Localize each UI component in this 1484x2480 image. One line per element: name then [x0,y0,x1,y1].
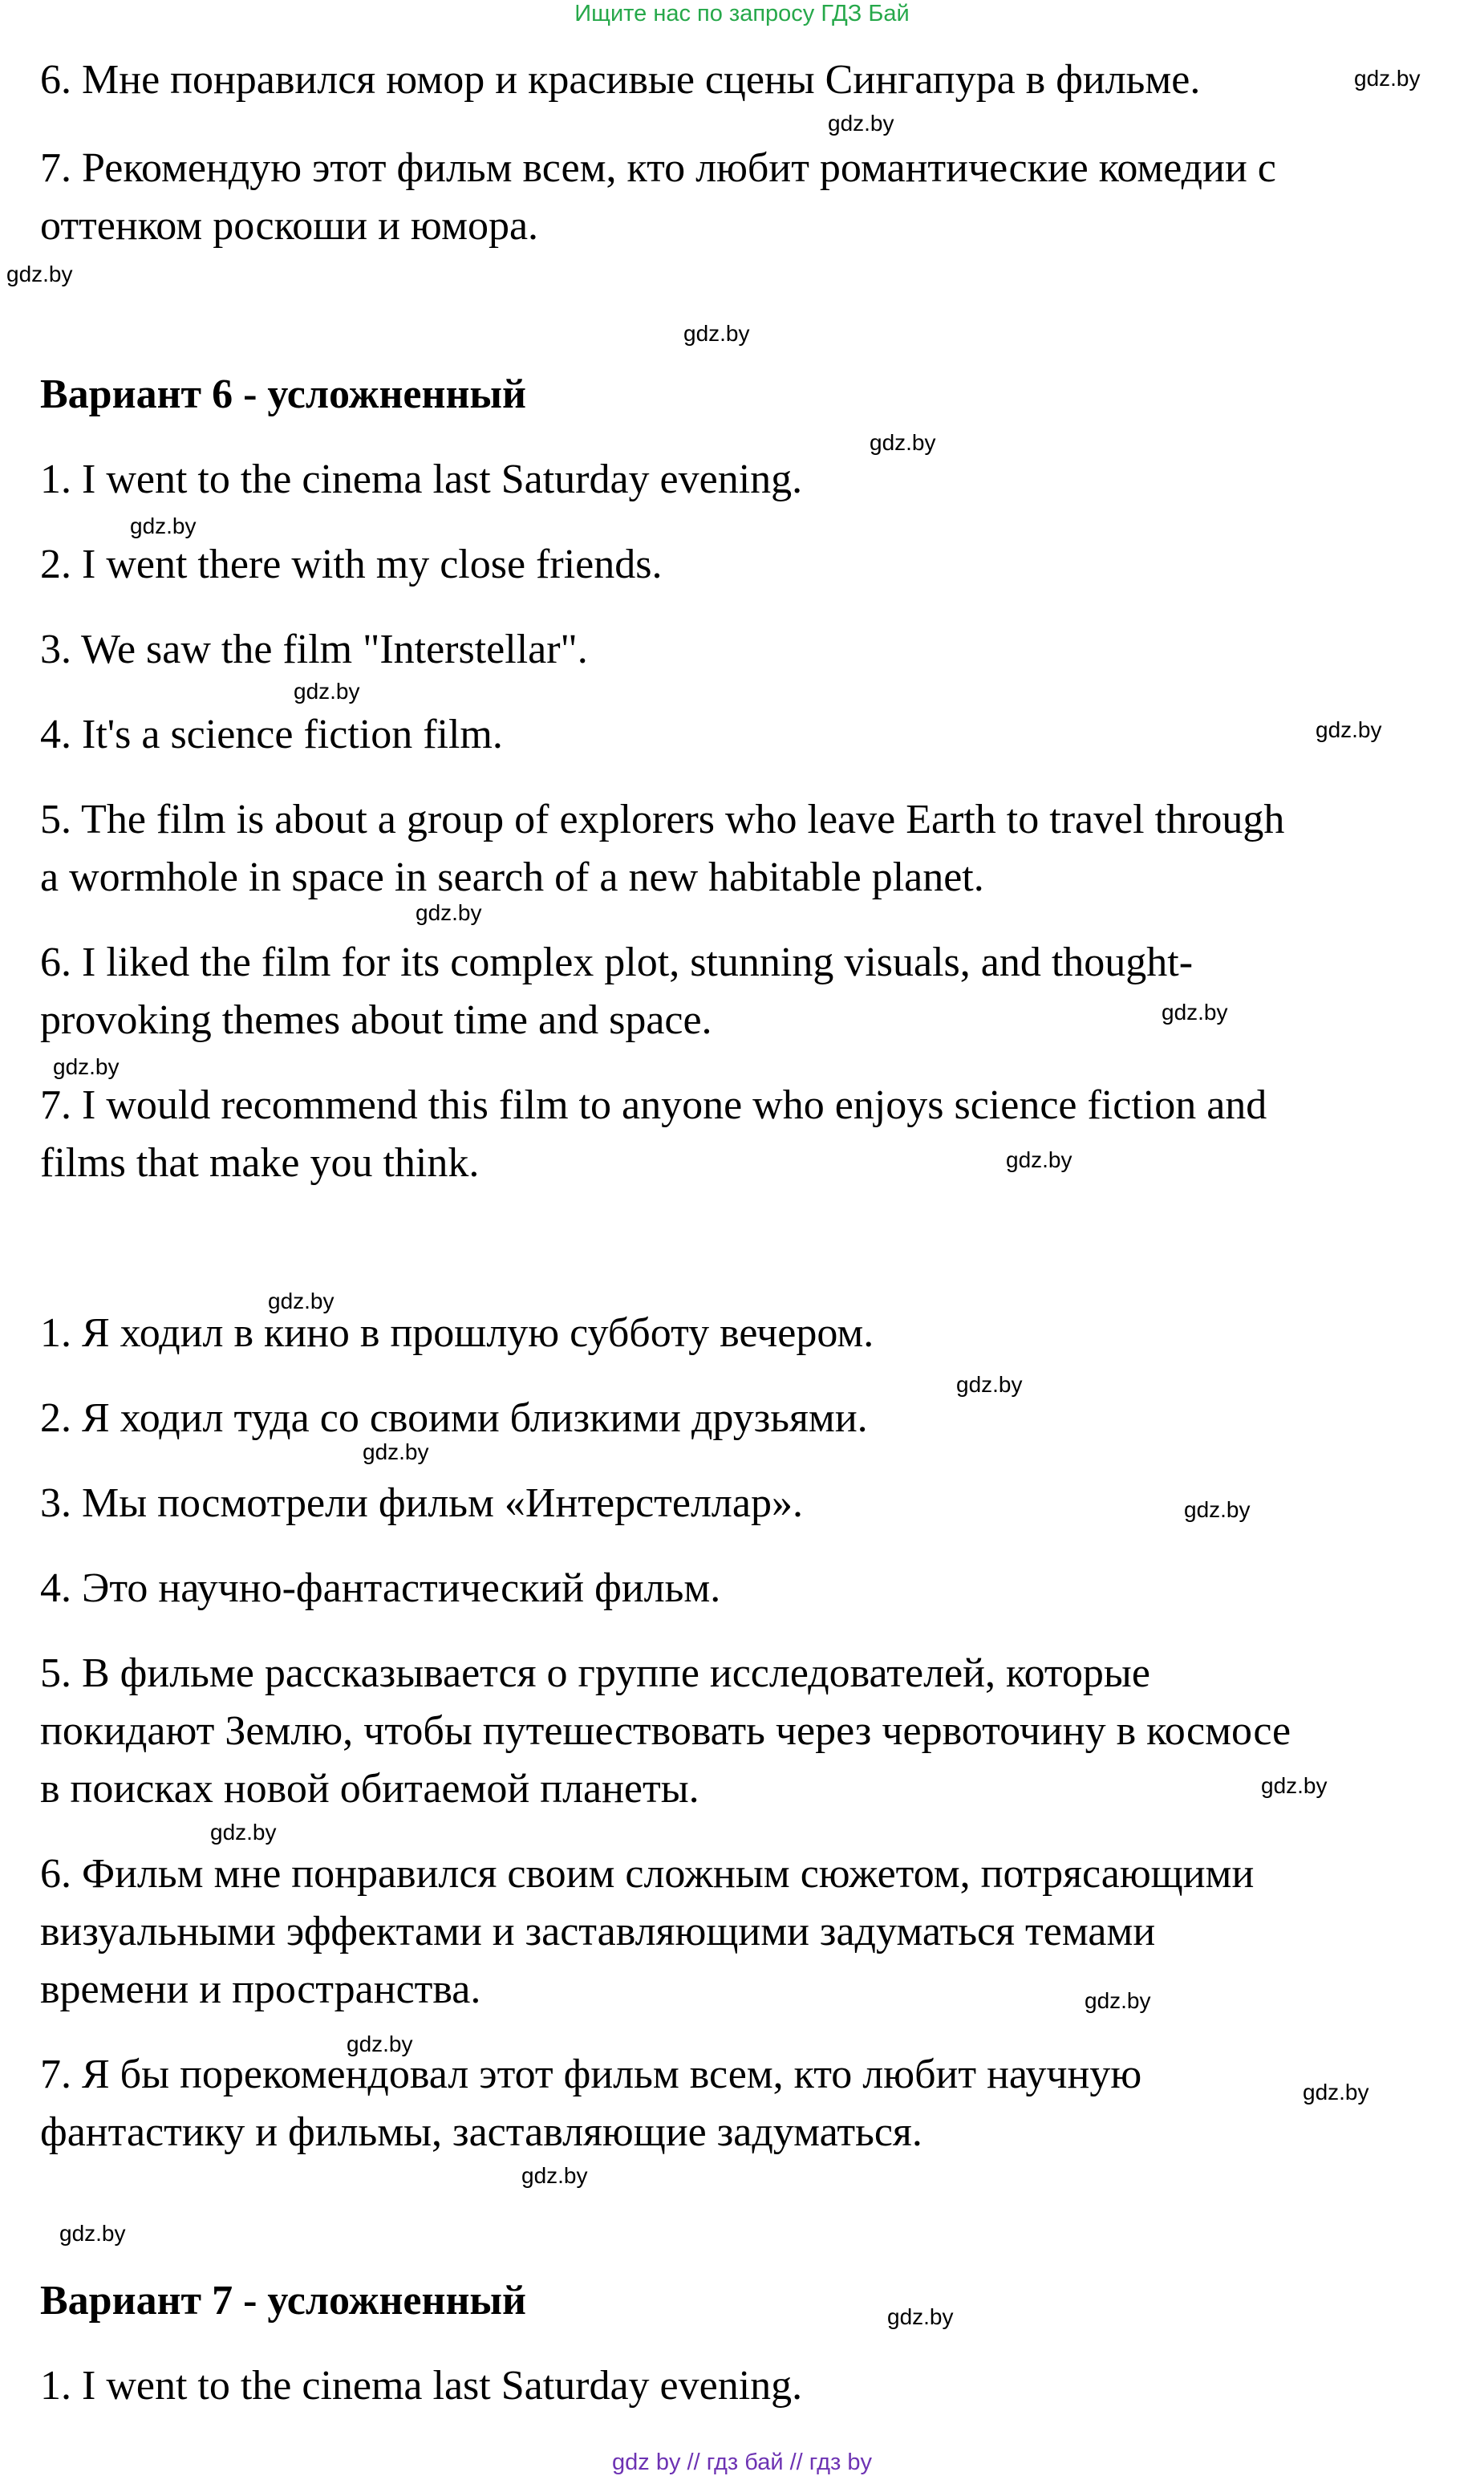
footer-link-gdz-by-cyr[interactable]: гдз by [809,2450,872,2475]
watermark: gdz.by [521,2163,588,2188]
watermark: gdz.by [887,2304,954,2329]
watermark: gdz.by [1184,1497,1251,1522]
text-line: оттенком роскоши и юмора. [40,203,539,249]
text-line: в поисках новой обитаемой планеты. [40,1766,699,1812]
watermark: gdz.by [6,262,73,286]
text-line: 6. I liked the film for its complex plot, stunning visuals, and thought- [40,940,1194,985]
watermark: gdz.by [1085,1988,1151,2013]
text-line: films that make you think. [40,1140,480,1186]
watermark: gdz.by [870,430,936,455]
text-line: 1. I went to the cinema last Saturday evening. [40,457,803,502]
watermark: gdz.by [683,321,750,346]
watermark: gdz.by [268,1289,335,1313]
text-line: 2. Я ходил туда со своими близкими друзьями. [40,1395,868,1441]
text-line: 7. Рекомендую этот фильм всем, кто любит романтические комедии с [40,145,1276,191]
text-line: provoking themes about time and space. [40,997,712,1043]
watermark: gdz.by [347,2031,413,2056]
footer-separator: // [687,2450,700,2475]
watermark: gdz.by [210,1820,277,1845]
text-line: 1. I went to the cinema last Saturday evening. [40,2363,803,2409]
watermark: gdz.by [59,2221,126,2246]
watermark: gdz.by [1006,1147,1072,1172]
text-line: 2. I went there with my close friends. [40,542,663,587]
watermark: gdz.by [1354,66,1421,91]
watermark: gdz.by [1162,1000,1228,1025]
text-line: 4. Это научно-фантастический фильм. [40,1565,721,1611]
text-line: покидают Землю, чтобы путешествовать через червоточину в космосе [40,1708,1291,1754]
watermark: gdz.by [363,1439,429,1464]
watermark: gdz.by [956,1372,1023,1397]
watermark: gdz.by [1303,2080,1369,2105]
section-heading-variant-7: Вариант 7 - усложненный [40,2278,526,2324]
text-line: 7. Я бы порекомендовал этот фильм всем, кто любит научную [40,2052,1142,2097]
text-line: визуальными эффектами и заставляющими задуматься темами [40,1909,1156,1954]
watermark: gdz.by [130,513,197,538]
footer-link-gdz-by[interactable]: gdz by [612,2450,681,2475]
text-line: 4. It's a science fiction film. [40,712,503,757]
text-line: 1. Я ходил в кино в прошлую субботу вечером. [40,1310,874,1356]
watermark: gdz.by [828,111,894,136]
footer-separator: // [789,2450,803,2475]
text-line: 5. The film is about a group of explorers who leave Earth to travel through [40,797,1285,842]
footer-link-gdz-bai[interactable]: гдз бай [706,2450,784,2475]
text-line: 5. В фильме рассказывается о группе исследователей, которые [40,1650,1150,1696]
text-line: 3. Мы посмотрели фильм «Интерстеллар». [40,1480,803,1526]
text-line: 7. I would recommend this film to anyone who enjoys science fiction and [40,1082,1267,1128]
watermark: gdz.by [1316,717,1382,742]
section-heading-variant-6: Вариант 6 - усложненный [40,371,526,417]
watermark: gdz.by [1261,1773,1328,1798]
text-line: 6. Мне понравился юмор и красивые сцены Сингапура в фильме. [40,57,1201,103]
text-line: времени и пространства. [40,1967,481,2012]
text-line: 3. We saw the film "Interstellar". [40,627,588,672]
watermark: gdz.by [416,900,482,925]
footer-links [0,2449,1484,2476]
text-line: a wormhole in space in search of a new habitable planet. [40,854,984,900]
watermark: gdz.by [53,1054,120,1079]
watermark: gdz.by [294,679,360,704]
header-search-link[interactable]: Ищите нас по запросу ГДЗ Бай [574,1,910,26]
text-line: 6. Фильм мне понравился своим сложным сюжетом, потрясающими [40,1851,1255,1897]
text-line: фантастику и фильмы, заставляющие задуматься. [40,2109,922,2155]
